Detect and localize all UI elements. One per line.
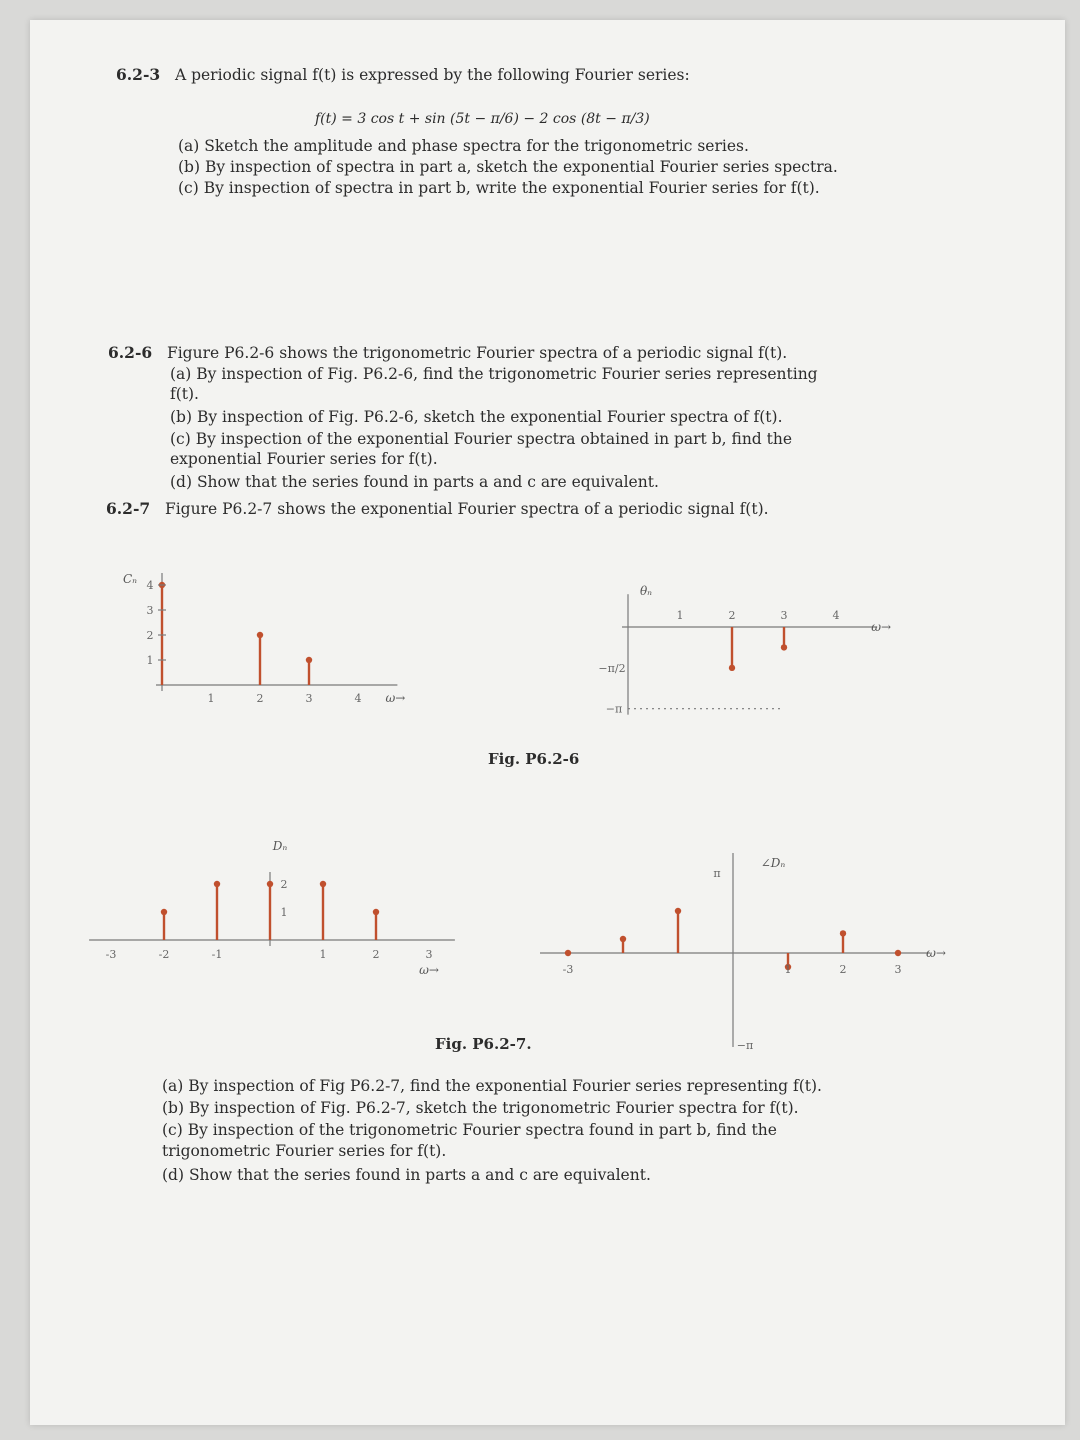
part-a: (a) By inspection of Fig P6.2-7, find the exponential Fourier series representing f(t). [162, 1077, 822, 1095]
y-tick-label: 3 [146, 604, 154, 617]
stem-point [620, 936, 626, 942]
y-tick-label: −π [736, 1039, 754, 1052]
y-tick-label: π [713, 867, 721, 880]
problem-number: 6.2-7 [106, 499, 151, 518]
problem-6-2-7-header [106, 498, 769, 520]
y-tick-label: 2 [280, 878, 288, 891]
x-tick-label: 3 [894, 963, 902, 976]
phase-axis-label: ∠Dₙ [760, 856, 786, 870]
y-tick-label: −π [605, 702, 623, 716]
stem-point [267, 881, 273, 887]
fig-6-2-7-caption: Fig. P6.2-7. [435, 1035, 532, 1053]
y-tick-label: 1 [146, 654, 154, 667]
fig-6-2-6-amplitude-spectrum [110, 565, 450, 735]
x-tick-label: 1 [319, 948, 327, 961]
y-tick-label: 4 [146, 579, 154, 592]
part-c: (c) By inspection of spectra in part b, write the exponential Fourier series for f(t). [178, 179, 820, 197]
x-tick-label: 1 [676, 609, 684, 622]
x-tick-label: 4 [354, 692, 362, 705]
amplitude-axis-label: Cₙ [122, 572, 138, 586]
fig-6-2-6-phase-spectrum [590, 565, 920, 735]
problem-intro: A periodic signal f(t) is expressed by the following Fourier series: [174, 66, 690, 84]
x-tick-label: 2 [728, 609, 736, 622]
problem-intro: Figure P6.2-6 shows the trigonometric Fourier spectra of a periodic signal f(t). [166, 344, 788, 362]
x-tick-label: 2 [256, 692, 264, 705]
problem-6-2-6-header [108, 342, 787, 364]
omega-axis-label: ω→ [871, 620, 892, 634]
problem-6-2-3-header [116, 64, 690, 86]
fig-6-2-7-phase-spectrum [515, 825, 946, 1052]
stem-point [320, 881, 326, 887]
stem-point [781, 644, 787, 650]
omega-axis-label: ω→ [926, 946, 946, 960]
stem-point [895, 950, 901, 956]
part-b: (b) By inspection of Fig. P6.2-6, sketch the exponential Fourier spectra of f(t). [170, 408, 783, 426]
x-tick-label: -3 [105, 948, 117, 961]
y-tick-label: −π/2 [598, 661, 626, 675]
y-tick-label: 1 [280, 906, 288, 919]
stem-point [565, 950, 571, 956]
part-a-line2: f(t). [170, 385, 199, 403]
part-c-line1: (c) By inspection of the exponential Fourier spectra obtained in part b, find the [170, 430, 793, 448]
part-c-line2: trigonometric Fourier series for f(t). [162, 1142, 447, 1160]
x-tick-label: 3 [305, 692, 313, 705]
x-tick-label: -2 [158, 948, 170, 961]
x-tick-label: 3 [780, 609, 788, 622]
x-tick-label: 1 [207, 692, 215, 705]
x-tick-label: 3 [425, 948, 433, 961]
omega-axis-label: ω→ [419, 963, 439, 977]
part-d: (d) Show that the series found in parts a and c are equivalent. [170, 473, 659, 491]
y-tick-label: 2 [146, 629, 154, 642]
part-d: (d) Show that the series found in parts a and c are equivalent. [162, 1166, 651, 1184]
textbook-page [30, 20, 1065, 1425]
part-a: (a) Sketch the amplitude and phase spectra for the trigonometric series. [178, 137, 749, 155]
x-tick-label: 1 [784, 963, 792, 976]
problem-number: 6.2-3 [116, 65, 161, 84]
fourier-series-equation: f(t) = 3 cos t + sin (5t − π/6) − 2 cos (8t − π/3) [315, 111, 650, 127]
stem-point [161, 909, 167, 915]
omega-axis-label: ω→ [385, 691, 406, 705]
x-tick-label: -3 [562, 963, 574, 976]
x-tick-label: 4 [832, 609, 840, 622]
x-tick-label: 2 [839, 963, 847, 976]
part-c-line2: exponential Fourier series for f(t). [170, 450, 438, 468]
x-tick-label: -1 [211, 948, 223, 961]
stem-point [675, 908, 681, 914]
stem-point [306, 657, 312, 663]
fig-6-2-7-amplitude-spectrum [85, 830, 455, 977]
x-tick-label: 2 [372, 948, 380, 961]
phase-axis-label: θₙ [639, 584, 653, 598]
problem-number: 6.2-6 [108, 343, 153, 362]
stem-point [214, 881, 220, 887]
fig-6-2-6-caption: Fig. P6.2-6 [488, 750, 580, 768]
part-c-line1: (c) By inspection of the trigonometric Fourier spectra found in part b, find the [162, 1121, 777, 1139]
part-b: (b) By inspection of spectra in part a, sketch the exponential Fourier series spectra. [178, 158, 838, 176]
amplitude-axis-label: Dₙ [272, 839, 288, 853]
part-a-line1: (a) By inspection of Fig. P6.2-6, find the trigonometric Fourier series representing [170, 365, 818, 383]
part-b: (b) By inspection of Fig. P6.2-7, sketch the trigonometric Fourier spectra for f(t). [162, 1099, 799, 1117]
stem-point [373, 909, 379, 915]
stem-point [729, 665, 735, 671]
problem-intro: Figure P6.2-7 shows the exponential Fourier spectra of a periodic signal f(t). [164, 500, 769, 518]
stem-point [840, 930, 846, 936]
stem-point [257, 632, 263, 638]
